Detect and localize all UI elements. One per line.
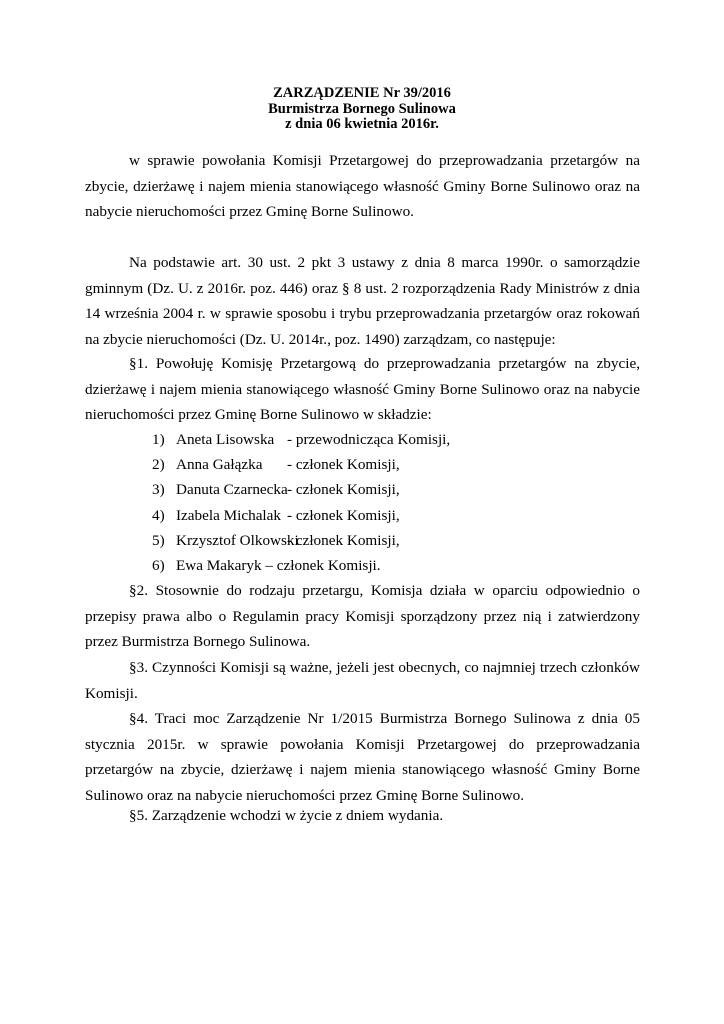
legal-basis-paragraph: Na podstawie art. 30 ust. 2 pkt 3 ustawy z dnia 8 marca 1990r. o samorządzie gminnym (Dz. U. z 2016r. poz. 446) oraz § 8 ust. 2 rozporządzenia Rady Ministrów z dnia 14 września 2004 r. w sprawie sposobu i trybu przeprowadzania przetargów oraz rokowań na zbycie nieruchomości (Dz. U. 2014r., poz. 1490) zarządzam, co następuje: [85, 254, 640, 348]
member-name: Anna Gałązka [176, 456, 263, 473]
subject-paragraph: w sprawie powołania Komisji Przetargowej do przeprowadzania przetargów na zbycie, dzierżawę i najem mienia stanowiącego własność Gminy Borne Sulinowo oraz na nabycie nieruchomości przez Gminę Borne Sulinowo. [85, 152, 640, 220]
member-role: - członek Komisji, [287, 456, 400, 473]
member-name: Krzysztof Olkowski [176, 532, 299, 549]
section-5-paragraph: §5. Zarządzenie wchodzi w życie z dniem wydania. [129, 807, 444, 824]
member-name: Izabela Michalak [176, 507, 281, 524]
member-role: - członek Komisji, [287, 532, 400, 549]
list-item [152, 430, 450, 450]
list-item-number: 1) [152, 431, 165, 448]
list-item [152, 531, 400, 551]
document-date: z dnia 06 kwietnia 2016r. [285, 116, 439, 132]
list-item-number: 3) [152, 481, 165, 498]
list-item [152, 506, 400, 526]
list-item [152, 556, 381, 576]
member-role: - członek Komisji, [287, 481, 400, 498]
list-item [152, 480, 400, 500]
list-item-number: 4) [152, 507, 165, 524]
member-name: Ewa Makaryk [176, 557, 262, 574]
list-item-number: 6) [152, 557, 165, 574]
member-role: - przewodnicząca Komisji, [287, 431, 451, 448]
member-name: Danuta Czarnecka [176, 481, 288, 498]
list-item [152, 455, 400, 475]
section-1-paragraph: §1. Powołuję Komisję Przetargową do przeprowadzania przetargów na zbycie, dzierżawę i najem mienia stanowiącego własność Gminy Borne Sulinowo oraz na nabycie nieruchomości przez Gminę Borne Sulinowo w składzie: [85, 355, 640, 423]
member-role: - członek Komisji, [287, 507, 400, 524]
list-item-number: 2) [152, 456, 165, 473]
section-4-paragraph: §4. Traci moc Zarządzenie Nr 1/2015 Burmistrza Bornego Sulinowa z dnia 05 stycznia 2015r. w sprawie powołania Komisji Przetargowej do przeprowadzania przetargów na zbycie, dzierżawę i najem mienia stanowiącego własność Gminy Borne Sulinowo oraz na nabycie nieruchomości przez Gminę Borne Sulinowo. [85, 710, 640, 804]
document-title: ZARZĄDZENIE Nr 39/2016 [273, 85, 451, 101]
section-3-paragraph: §3. Czynności Komisji są ważne, jeżeli jest obecnych, co najmniej trzech członków Komisji. [85, 659, 640, 702]
list-item-number: 5) [152, 532, 165, 549]
section-2-paragraph: §2. Stosownie do rodzaju przetargu, Komisja działa w oparciu odpowiednio o przepisy prawa albo o Regulamin pracy Komisji sporządzony przez nią i zatwierdzony przez Burmistrza Bornego Sulinowa. [85, 582, 640, 650]
member-role: – członek Komisji. [265, 557, 381, 574]
document-author: Burmistrza Bornego Sulinowa [268, 100, 456, 117]
document-header [0, 86, 724, 133]
member-name: Aneta Lisowska [176, 431, 275, 448]
